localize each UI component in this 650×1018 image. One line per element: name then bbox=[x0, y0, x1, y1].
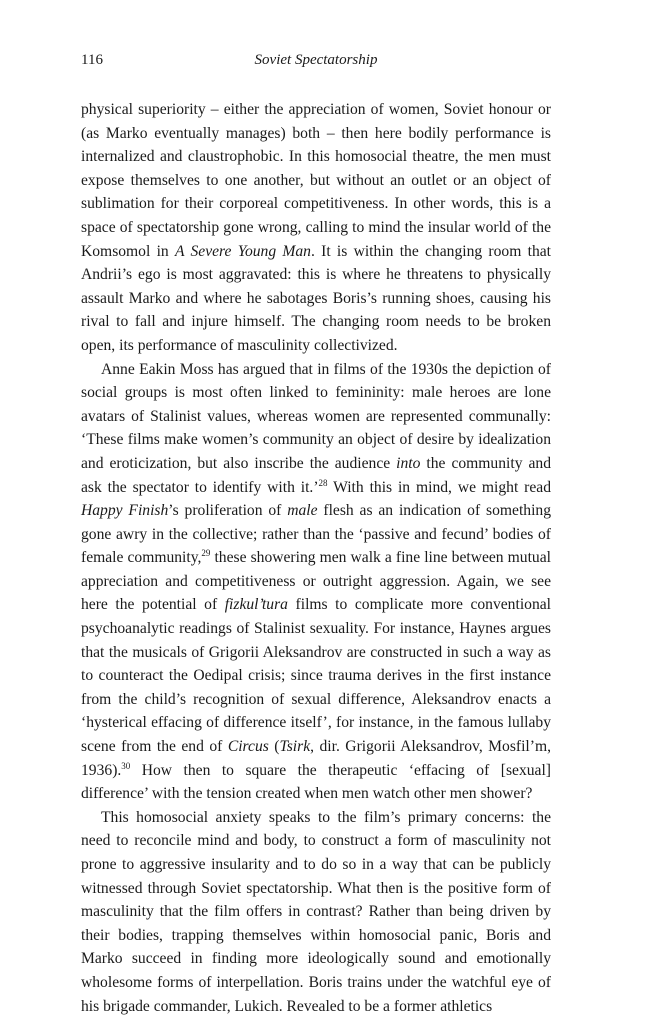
italic-text: into bbox=[396, 454, 421, 472]
paragraph bbox=[81, 98, 551, 358]
text-segment: Anne Eakin Moss has argued that in films of the 1930s the depiction of social groups is most often linked to femininity: male heroes are lone avatars of Stalinist values, whereas women are represented communally: ‘These films make women’s community an object of desire by idealization and eroticization, but also inscribe the audience bbox=[81, 360, 551, 472]
italic-text: fizkul’tura bbox=[224, 596, 288, 614]
text-segment: . It is within the changing room that Andrii’s ego is most aggravated: this is where he threatens to physically assault Marko and where he sabotages Boris’s running shoes, causing his rival to fall and injure himself. The changing room needs to be broken open, its performance of masculinity collectivized. bbox=[81, 242, 551, 354]
text-segment: ’s proliferation of bbox=[168, 502, 288, 520]
italic-text: Happy Finish bbox=[81, 502, 169, 520]
text-segment: the community and ask the spectator to identify with it.’ bbox=[81, 454, 551, 496]
footnote-reference: 30 bbox=[121, 760, 131, 771]
paragraph bbox=[81, 358, 551, 806]
italic-text: Circus bbox=[227, 738, 269, 756]
italic-text: A Severe Young Man bbox=[174, 242, 311, 260]
text-segment: physical superiority – either the appreciation of women, Soviet honour or (as Marko eventually manages) both – then here bodily performance is internalized and claustrophobic. In this homosocial theatre, the men must expose themselves to one another, but without an outlet or an object of sublimation for their corporeal competitiveness. In other words, this is a space of spectatorship gone wrong, calling to mind the insular world of the Komsomol in bbox=[81, 101, 551, 260]
text-segment: flesh as an indication of something gone awry in the collective; rather than the ‘passive and fecund’ bodies of female community, bbox=[81, 502, 552, 567]
text-segment: these showering men walk a fine line between mutual appreciation and competitiveness or outright aggression. Again, we see here the potential of bbox=[81, 549, 551, 614]
running-head bbox=[81, 52, 551, 74]
italic-text: Tsirk bbox=[279, 738, 311, 756]
text-segment: How then to square the therapeutic ‘effacing of [sexual] difference’ with the tension created when men watch other men shower? bbox=[81, 761, 551, 803]
italic-text: male bbox=[287, 502, 318, 520]
paragraph bbox=[81, 806, 551, 1018]
footnote-reference: 29 bbox=[201, 548, 211, 559]
body-text bbox=[81, 98, 551, 1018]
page-number: 116 bbox=[81, 52, 103, 68]
running-title: Soviet Spectatorship bbox=[254, 52, 378, 68]
text-segment: , dir. Grigorii Aleksandrov, Mosfil’m, 1936). bbox=[81, 738, 551, 779]
text-segment: With this in mind, we might read bbox=[327, 478, 551, 496]
footnote-reference: 28 bbox=[318, 477, 328, 488]
text-segment: films to complicate more conventional psychoanalytic readings of Stalinist sexuality. For instance, Haynes argues that the musicals of Grigorii Aleksandrov are constructed in such a way as to counteract the Oedipal crisis; since trauma derives in the first instance from the child’s recognition of sexual difference, Aleksandrov enacts a ‘hysterical effacing of difference itself’, for instance, in the famous lullaby scene from the end of bbox=[81, 596, 551, 756]
text-segment: This homosocial anxiety speaks to the film’s primary concerns: the need to reconcile mind and body, to construct a form of masculinity not prone to aggressive insularity and to do so in a way that can be publicly witnessed through Soviet spectatorship. What then is the positive form of masculinity that the film offers in contrast? Rather than being driven by their bodies, trapping themselves within homosocial panic, Boris and Marko succeed in finding more ideologically sound and emotionally wholesome forms of interpellation. Boris trains under the watchful eye of his brigade commander, Lukich. Revealed to be a former athletics bbox=[81, 808, 551, 1015]
text-segment: ( bbox=[268, 738, 280, 756]
